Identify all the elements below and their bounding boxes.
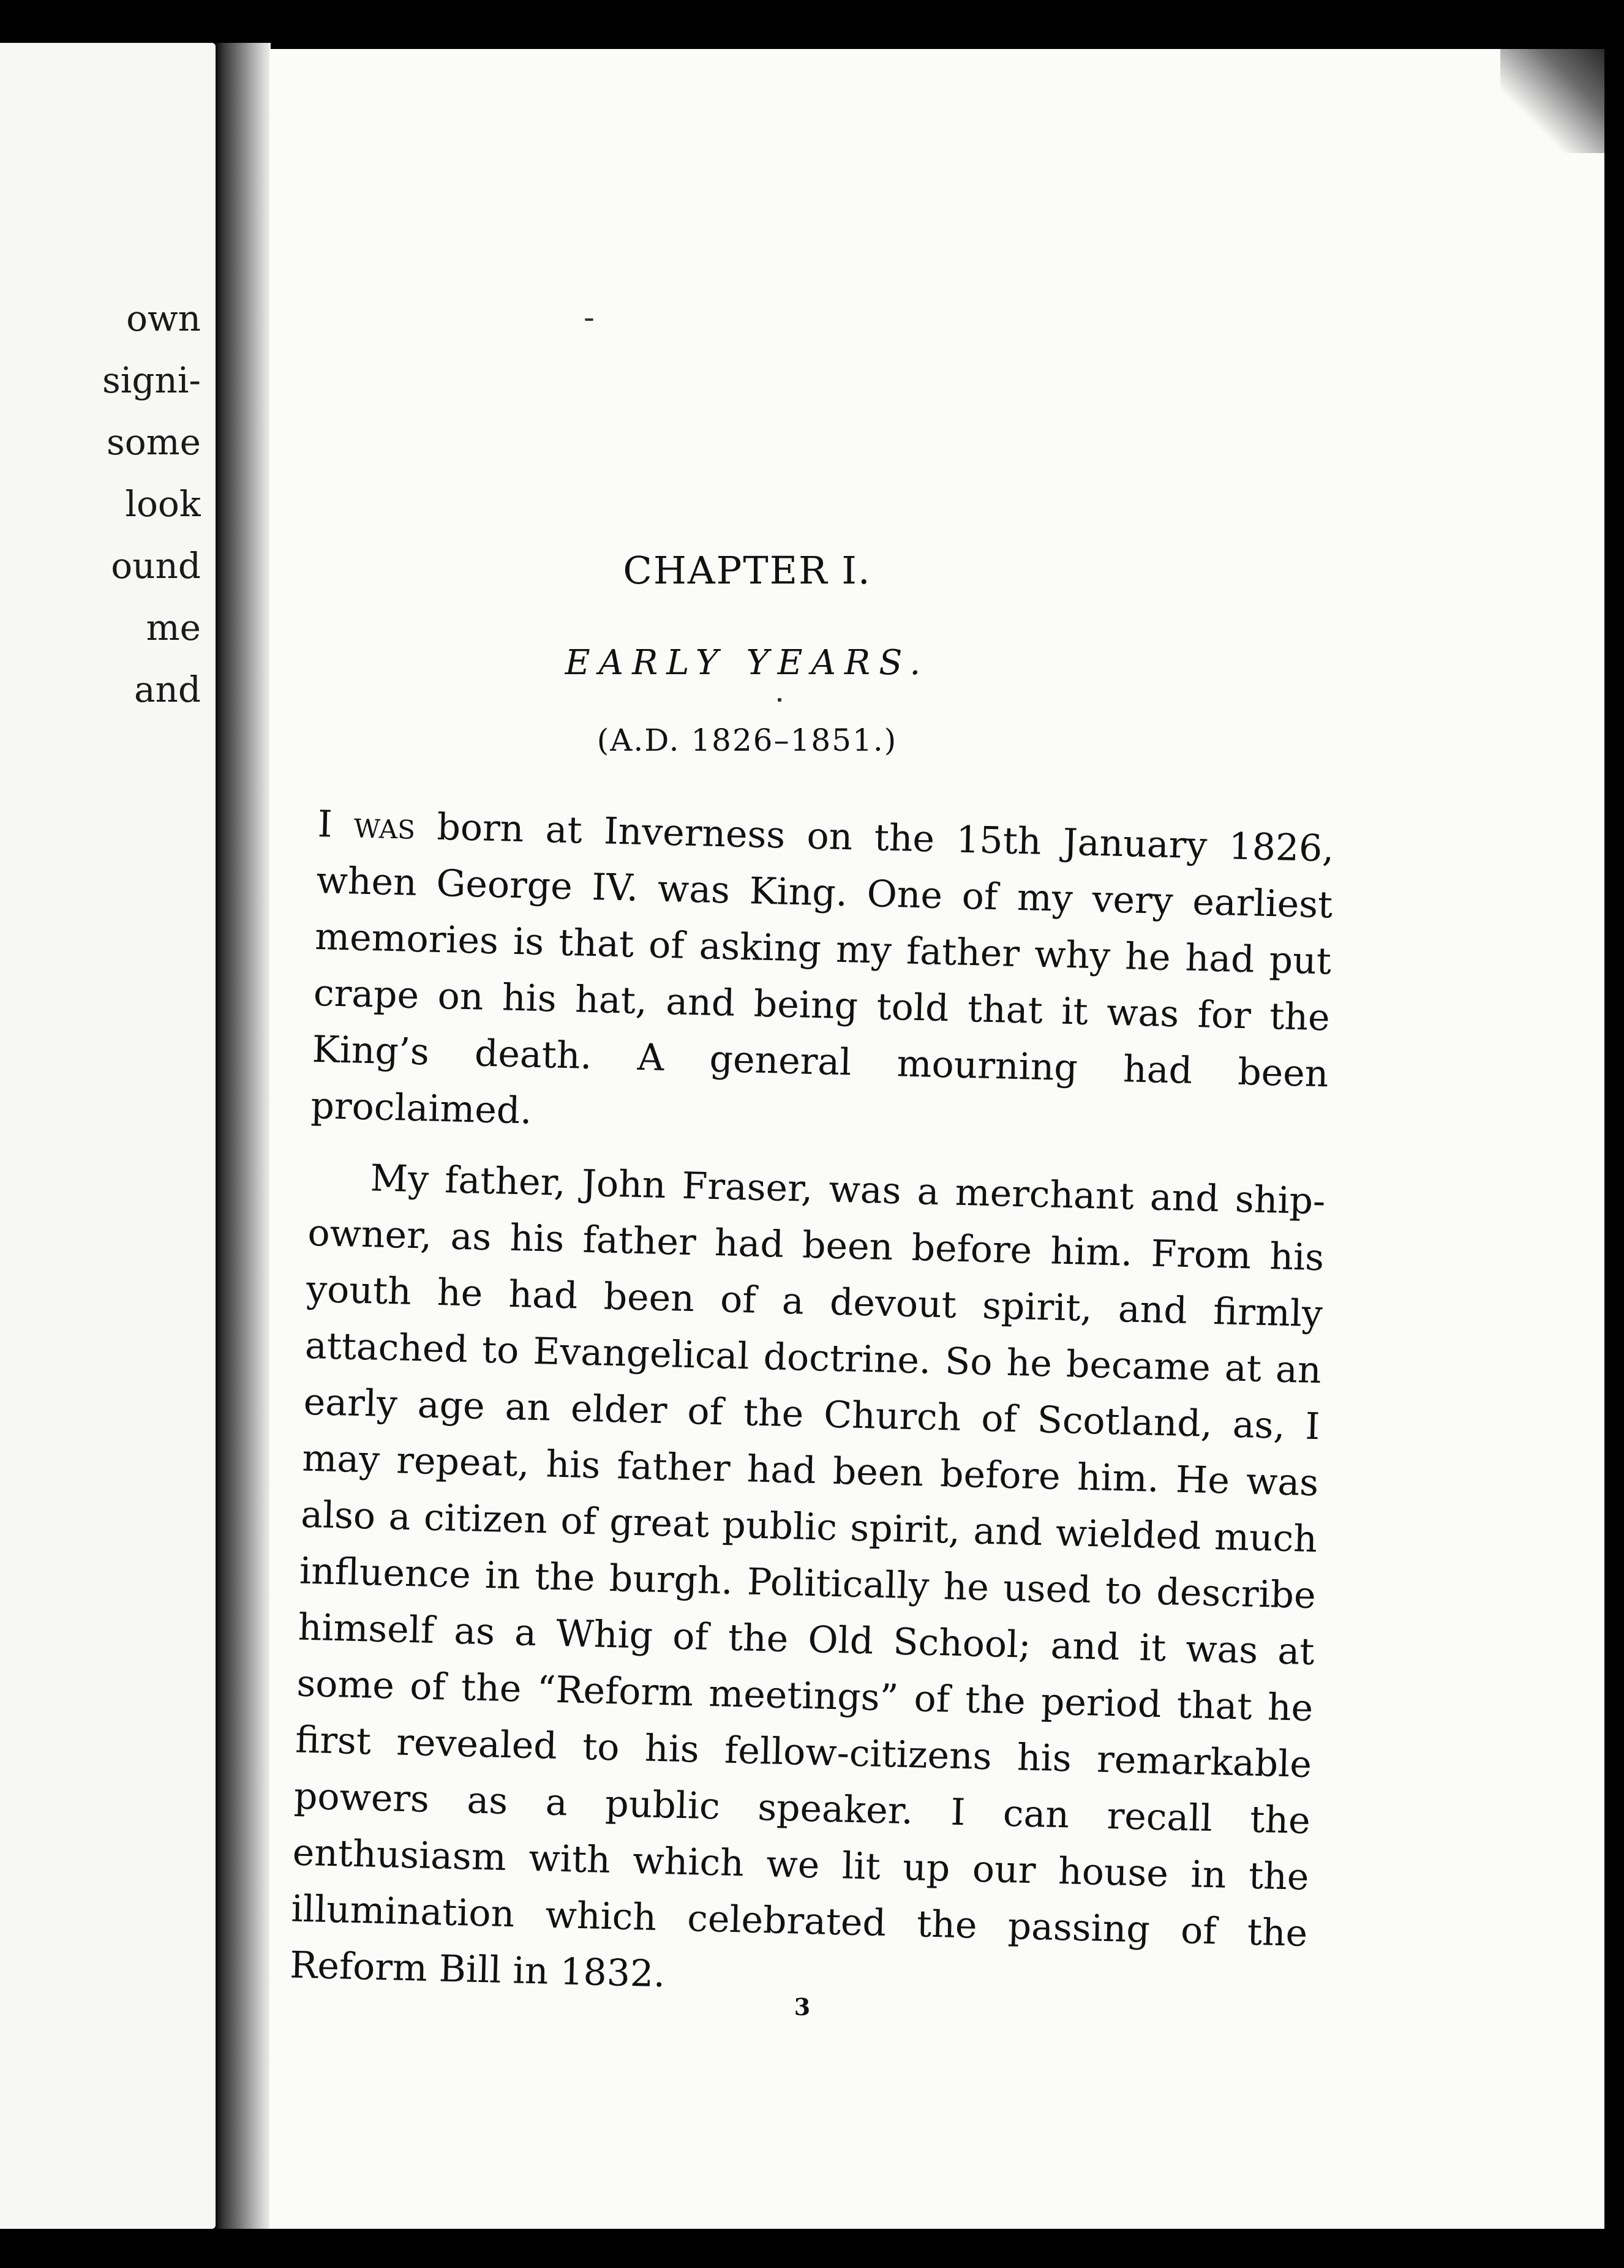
book-gutter-shadow bbox=[216, 43, 271, 2229]
left-line: own bbox=[126, 298, 201, 339]
left-page-text-fragments bbox=[0, 288, 201, 721]
paragraph bbox=[310, 796, 1335, 1158]
chapter-dates: (A.D. 1826–1851.) bbox=[596, 723, 898, 758]
page-number: 3 bbox=[794, 1993, 811, 2021]
body-text bbox=[289, 796, 1335, 2033]
left-line: look bbox=[125, 483, 201, 525]
print-speck bbox=[778, 698, 781, 702]
print-speck bbox=[585, 318, 593, 321]
left-facing-page bbox=[0, 43, 216, 2229]
paragraph: My father, John Fraser, was a merchant and ship-owner, as his father had been before him. From his youth he had been of a devout spirit, and firmly attached to Evangelical doctrine. So he became at an early age an elder of the Church of Scotland, as, I may repeat, his father had been before him. He was also a citizen of great public spirit, and wielded much influence in the burgh. Politically he used to describe himself as a Whig of the Old School; and it was at some of the “Reform meetings” of the period that he first revealed to his fellow-citizens his remarkable powers as a public speaker. I can recall the enthusiasm with which we lit up our house in the illumination which celebrated the passing of the Reform Bill in 1832. bbox=[289, 1157, 1326, 1996]
paragraph-text: born at Inverness on the 15th January 1826, when George IV. was King. One of my very earliest memories is that of asking my father why he had put crape on his hat, and being told that it was for the King’s death. A general mourning had been proclaimed. bbox=[310, 805, 1335, 1133]
left-line: some bbox=[106, 421, 201, 463]
page-corner-shadow bbox=[1500, 49, 1604, 153]
left-line: signi- bbox=[102, 359, 201, 401]
chapter-subtitle: EARLY YEARS. bbox=[565, 643, 930, 683]
left-line: ound bbox=[111, 545, 201, 587]
chapter-heading: CHAPTER I. bbox=[623, 548, 871, 593]
paragraph-lead: I was bbox=[317, 802, 416, 848]
left-line: me bbox=[146, 607, 201, 648]
left-line: and bbox=[133, 669, 201, 710]
